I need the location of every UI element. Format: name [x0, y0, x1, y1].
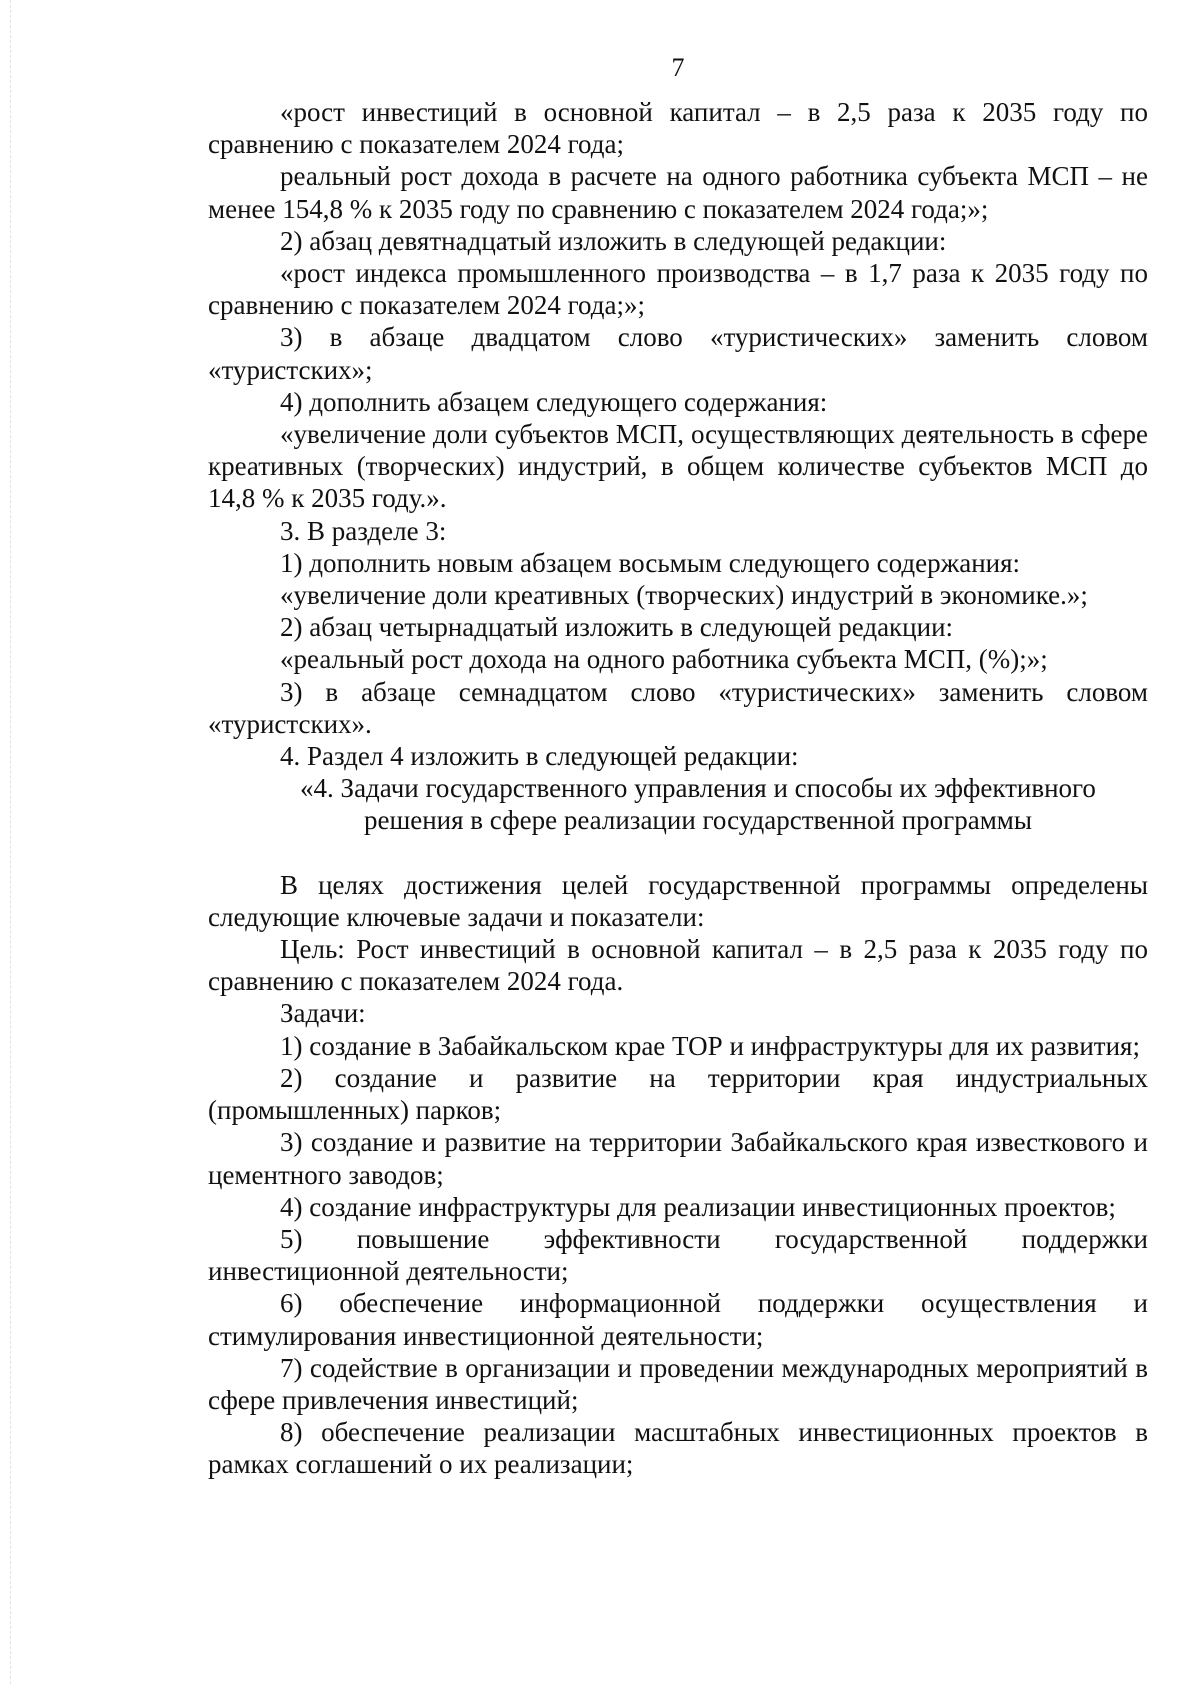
paragraph: 4) дополнить абзацем следующего содержания: — [280, 386, 828, 417]
task-item: 2) создание и развитие на территории края индустриальных (промышленных) парков; — [208, 1062, 1148, 1126]
paragraph: 3. В разделе 3: — [280, 515, 447, 546]
tasks-label: Задачи: — [280, 998, 366, 1029]
paragraph: «реальный рост дохода на одного работника субъекта МСП, (%);»; — [280, 644, 1048, 675]
paragraph: «рост индекса промышленного производства – в 1,7 раза к 2035 году по сравнению с показателем 2024 года;»; — [208, 258, 1148, 321]
paragraph: 1) дополнить новым абзацем восьмым следующего содержания: — [280, 547, 1021, 578]
paragraph: «рост инвестиций в основной капитал – в 2,5 раза к 2035 году по сравнению с показателем 2024 года; — [208, 97, 1148, 160]
task-item: 1) создание в Забайкальском крае ТОР и инфраструктуры для их развития; — [280, 1030, 1140, 1061]
blank-line — [208, 837, 1148, 869]
section-heading-line: решения в сфере реализации государственной программы — [363, 805, 1033, 836]
task-item: 7) содействие в организации и проведении международных мероприятий в сфере привлечения инвестиций; — [208, 1352, 1148, 1415]
section-heading-line: «4. Задачи государственного управления и способы их эффективного — [300, 773, 1096, 804]
page-edge-line — [10, 0, 11, 1684]
paragraph: 3) в абзаце двадцатом слово «туристических» заменить словом «туристских»; — [208, 322, 1148, 385]
paragraph: 2) абзац четырнадцатый изложить в следующей редакции: — [280, 612, 954, 643]
section-paragraph: В целях достижения целей государственной программы определены следующие ключевые задачи и показатели: — [208, 869, 1148, 932]
paragraph: «увеличение доли креативных (творческих) индустрий в экономике.»; — [280, 580, 1088, 611]
goal-paragraph: Цель: Рост инвестиций в основной капитал – в 2,5 раза к 2035 году по сравнению с показателем 2024 года. — [208, 934, 1148, 997]
task-item: 4) создание инфраструктуры для реализации инвестиционных проектов; — [280, 1191, 1116, 1222]
document-body — [208, 96, 1148, 1481]
task-item: 8) обеспечение реализации масштабных инвестиционных проектов в рамках соглашений о их реализации; — [208, 1417, 1148, 1480]
task-item: 3) создание и развитие на территории Забайкальского края известкового и цементного заводов; — [208, 1127, 1148, 1190]
paragraph: реальный рост дохода в расчете на одного работника субъекта МСП – не менее 154,8 % к 2035 году по сравнению с показателем 2024 года;»; — [208, 161, 1148, 224]
paragraph: «увеличение доли субъектов МСП, осуществляющих деятельность в сфере креативных (творческих) индустрий, в общем количестве субъектов МСП до 14,8 % к 2035 году.». — [208, 419, 1148, 514]
paragraph: 2) абзац девятнадцатый изложить в следующей редакции: — [280, 225, 947, 256]
paragraph: 3) в абзаце семнадцатом слово «туристических» заменить словом «туристских». — [208, 676, 1148, 739]
paragraph: 4. Раздел 4 изложить в следующей редакции: — [280, 741, 799, 772]
task-item: 6) обеспечение информационной поддержки осуществления и стимулирования инвестиционной деятельности; — [208, 1288, 1148, 1351]
page-number: 7 — [671, 53, 685, 82]
task-item: 5) повышение эффективности государственной поддержки инвестиционной деятельности; — [208, 1223, 1148, 1287]
